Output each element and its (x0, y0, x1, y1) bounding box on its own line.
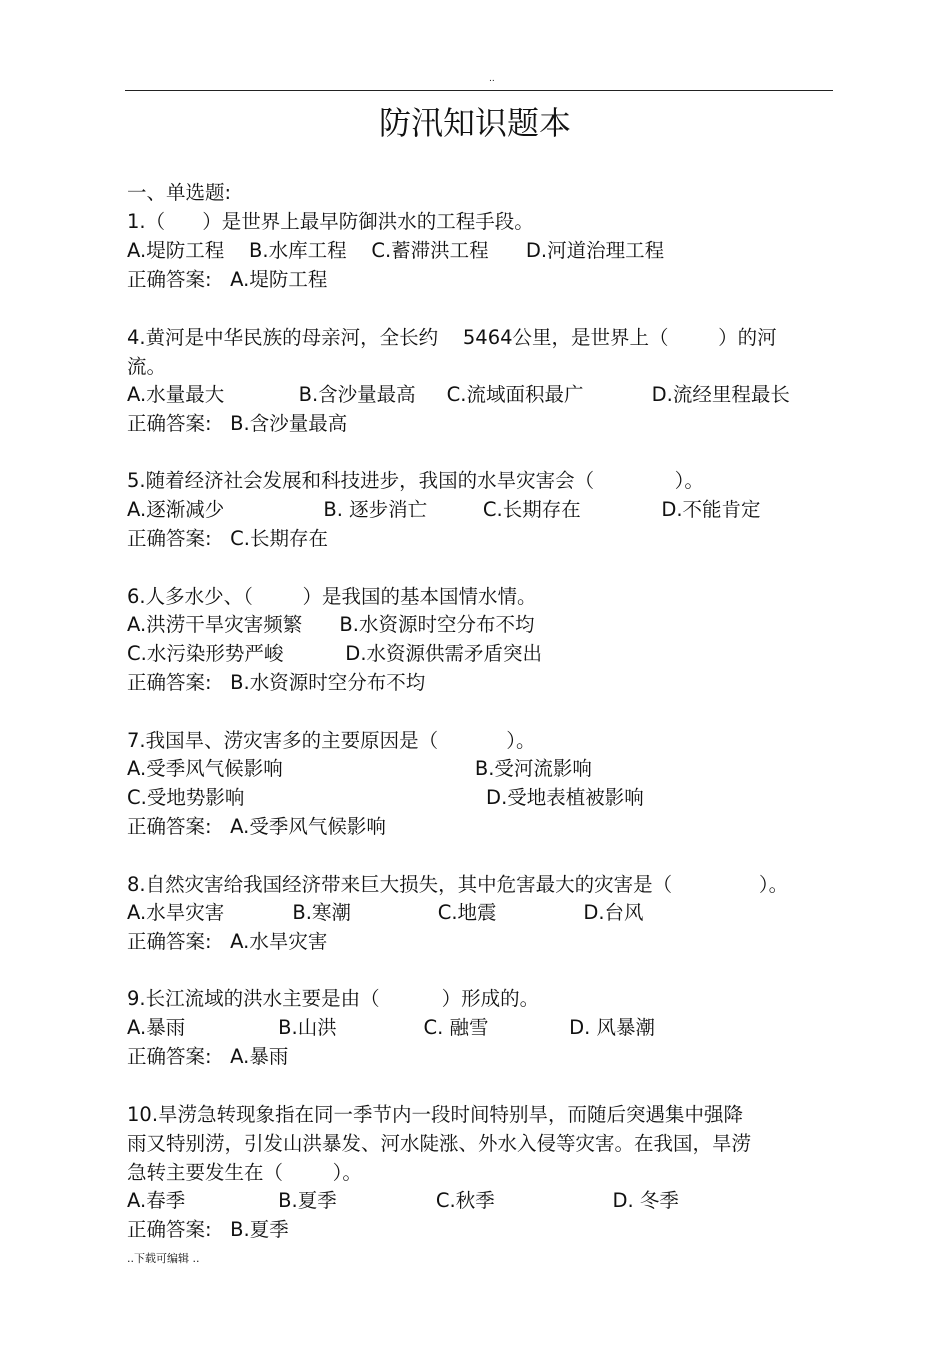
text-line: 正确答案: A.堤防工程 (127, 268, 328, 291)
text-line: 4.黄河是中华民族的母亲河，全长约 5464公里，是世界上（ ）的河 (127, 326, 777, 349)
text-line: 5.随着经济社会发展和科技进步，我国的水旱灾害会（ ）。 (127, 469, 704, 492)
text-line: 6.人多水少、（ ）是我国的基本国情水情。 (127, 585, 537, 608)
page-title: 防汛知识题本 (378, 104, 571, 142)
text-line: A.春季 B.夏季 C.秋季 D. 冬季 (127, 1189, 679, 1212)
text-line: 1.（ ）是世界上最早防御洪水的工程手段。 (127, 210, 534, 233)
footer-text: ..下载可编辑 .. (127, 1252, 200, 1265)
text-line: 正确答案: B.水资源时空分布不均 (127, 671, 426, 694)
text-line: 7.我国旱、涝灾害多的主要原因是（ ）。 (127, 729, 536, 752)
text-line: 正确答案: A.受季风气候影响 (127, 815, 386, 838)
text-line: C.受地势影响 D.受地表植被影响 (127, 786, 644, 809)
text-line: 8.自然灾害给我国经济带来巨大损失，其中危害最大的灾害是（ ）。 (127, 873, 789, 896)
section-heading: 一、单选题: (127, 181, 232, 204)
text-line: A.堤防工程 B.水库工程 C.蓄滞洪工程 D.河道治理工程 (127, 239, 665, 262)
text-line: 正确答案: A.暴雨 (127, 1045, 289, 1068)
text-line: 正确答案: B.含沙量最高 (127, 412, 348, 435)
text-line: 流。 (127, 355, 167, 378)
header-rule (125, 90, 833, 91)
text-line: A.暴雨 B.山洪 C. 融雪 D. 风暴潮 (127, 1016, 656, 1039)
text-line: 正确答案: A.水旱灾害 (127, 930, 328, 953)
text-line: A.受季风气候影响 B.受河流影响 (127, 757, 592, 780)
text-line: 10.旱涝急转现象指在同一季节内一段时间特别旱，而随后突遇集中强降 (127, 1103, 744, 1126)
text-line: 急转主要发生在（ ）。 (127, 1161, 362, 1184)
header-dots: .. (489, 74, 495, 84)
text-line: A.水量最大 B.含沙量最高 C.流域面积最广 D.流经里程最长 (127, 383, 790, 406)
text-line: C.水污染形势严峻 D.水资源供需矛盾突出 (127, 642, 543, 665)
text-line: A.洪涝干旱灾害频繁 B.水资源时空分布不均 (127, 613, 535, 636)
text-line: A.水旱灾害 B.寒潮 C.地震 D.台风 (127, 901, 644, 924)
text-line: 雨又特别涝，引发山洪暴发、河水陡涨、外水入侵等灾害。在我国，旱涝 (127, 1132, 752, 1155)
text-line: 正确答案: C.长期存在 (127, 527, 328, 550)
text-line: A.逐渐减少 B. 逐步消亡 C.长期存在 D.不能肯定 (127, 498, 761, 521)
text-line: 9.长江流域的洪水主要是由（ ）形成的。 (127, 987, 540, 1010)
text-line: 正确答案: B.夏季 (127, 1218, 289, 1241)
